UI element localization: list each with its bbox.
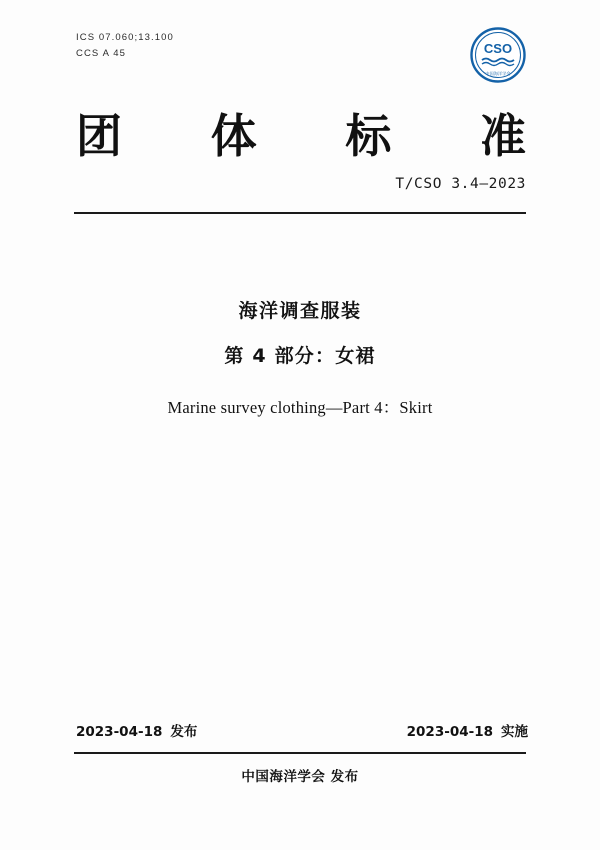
svg-text:中国海洋学会: 中国海洋学会 (485, 71, 511, 76)
divider-bottom (74, 752, 526, 754)
ccs-code: CCS A 45 (76, 48, 126, 59)
ics-code: ICS 07.060;13.100 (76, 32, 174, 43)
issue-date-group (76, 720, 197, 740)
document-title-cn: 海洋调查服装 (238, 300, 362, 322)
footer-dates (76, 720, 528, 740)
title-char-4: 准 (479, 109, 526, 163)
effective-date-group (407, 720, 528, 740)
standard-number: T/CSO 3.4—2023 (395, 176, 526, 192)
header-block (76, 30, 526, 90)
cso-emblem-icon (470, 27, 526, 83)
title-char-1: 团 (76, 109, 122, 163)
classification-codes (76, 30, 174, 62)
issue-date: 2023-04-18 (76, 724, 163, 740)
effective-label: 实施 (501, 724, 528, 740)
document-part-cn: 第 4 部分：女裙 (224, 345, 376, 367)
issue-label: 发布 (170, 724, 198, 740)
page-title (76, 100, 526, 166)
title-char-2: 体 (210, 109, 257, 163)
divider-top (74, 212, 526, 214)
document-title-en: Marine survey clothing—Part 4：Skirt (167, 398, 433, 417)
title-char-3: 标 (345, 109, 392, 163)
effective-date: 2023-04-18 (406, 724, 493, 740)
svg-text:CSO: CSO (483, 41, 513, 56)
issuing-organization: 中国海洋学会 发布 (241, 769, 359, 785)
title-block (0, 296, 600, 418)
